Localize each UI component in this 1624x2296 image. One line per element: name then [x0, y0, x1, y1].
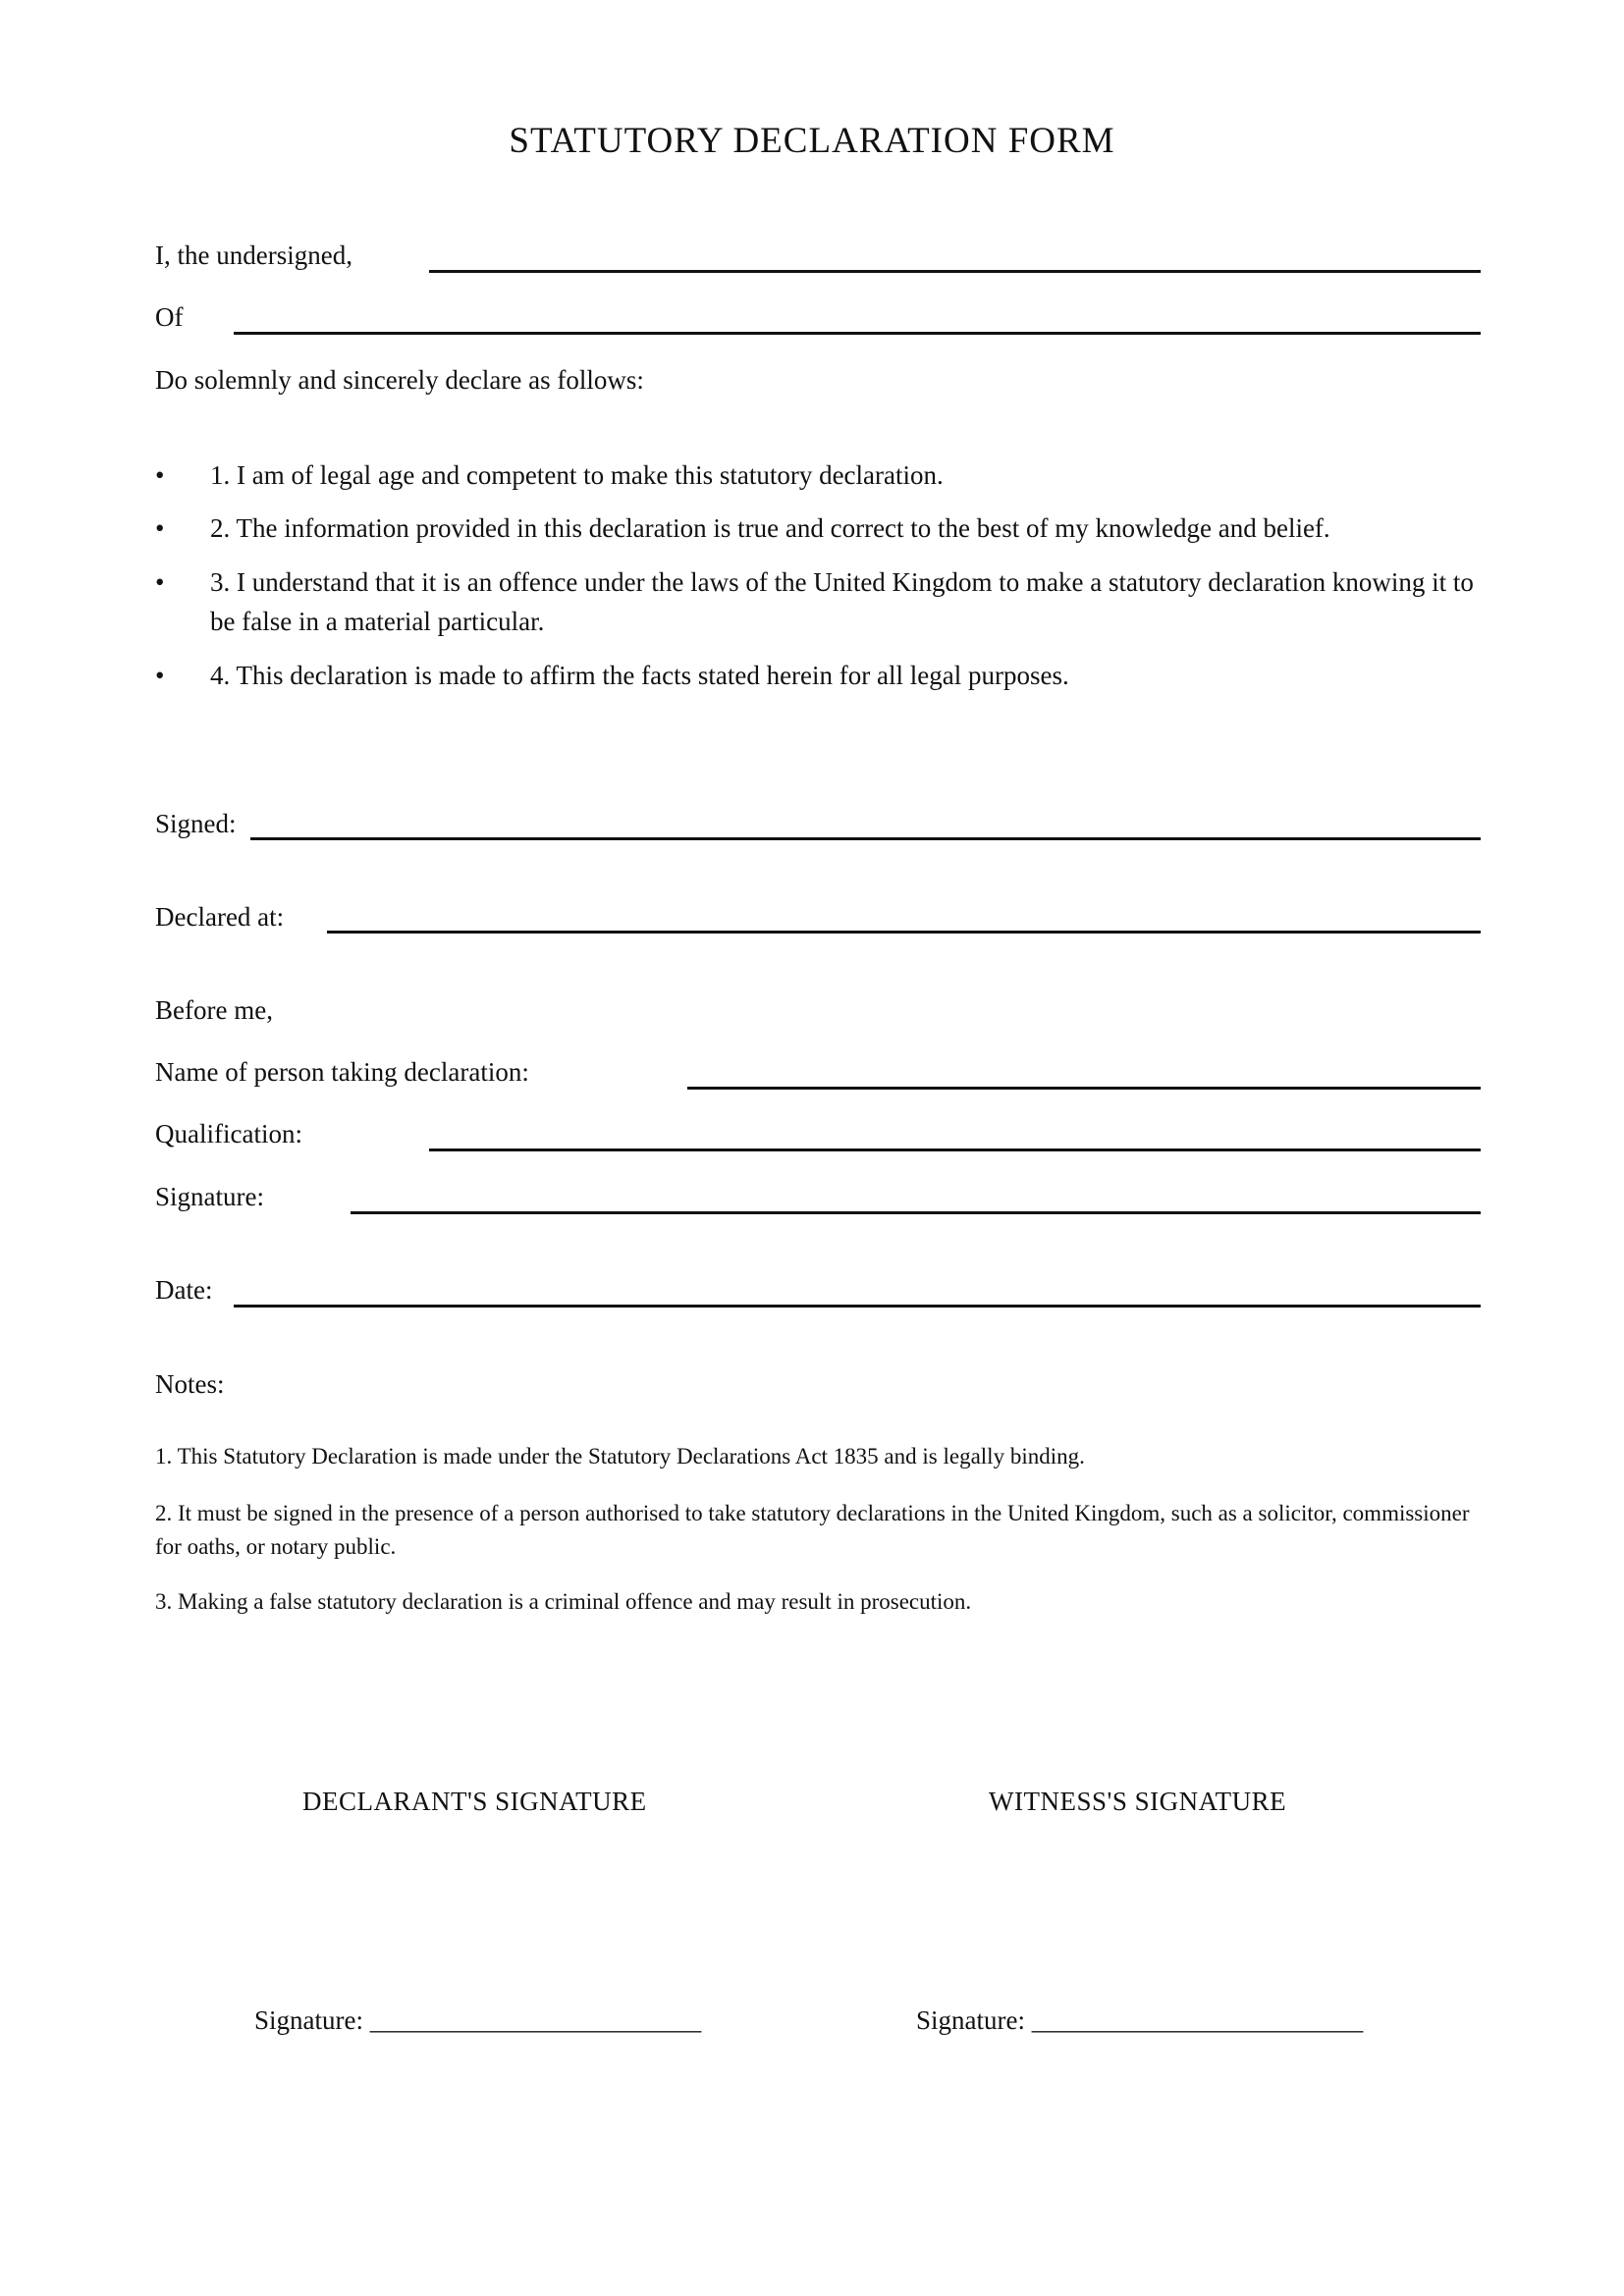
bullet-icon: •	[155, 460, 165, 490]
list-item	[155, 455, 1481, 495]
note-item: 3. Making a false statutory declaration is a criminal offence and may result in prosecution.	[155, 1589, 972, 1614]
signature-label: Signature:	[155, 1182, 264, 1211]
note-item: 2. It must be signed in the presence of a person authorised to take statutory declarations in the United Kingdom, such as a solicitor, commissioner for oaths, or notary public.	[155, 1501, 1470, 1559]
declaration-text: 4. This declaration is made to affirm the facts stated herein for all legal purposes.	[210, 661, 1069, 690]
undersigned-label: I, the undersigned,	[155, 240, 352, 270]
declared-at-field[interactable]	[327, 931, 1481, 934]
name-taker-label: Name of person taking declaration:	[155, 1057, 529, 1087]
bullet-icon: •	[155, 661, 165, 690]
list-item	[155, 562, 1481, 641]
of-field[interactable]	[234, 332, 1481, 335]
signed-label: Signed:	[155, 809, 237, 838]
before-me-text: Before me,	[155, 995, 273, 1025]
witness-signature-line[interactable]: Signature: _________________________	[916, 2005, 1364, 2035]
declaration-text: 1. I am of legal age and competent to make this statutory declaration.	[210, 460, 944, 490]
of-label: Of	[155, 302, 184, 332]
declaration-text: 3. I understand that it is an offence under the laws of the United Kingdom to make a statutory declaration knowing it to be false in a material particular.	[210, 567, 1474, 636]
list-item	[155, 508, 1481, 548]
witness-signature-heading: WITNESS'S SIGNATURE	[989, 1787, 1287, 1816]
signed-field[interactable]	[250, 837, 1481, 840]
notes-heading: Notes:	[155, 1369, 225, 1399]
declared-at-label: Declared at:	[155, 902, 285, 932]
date-label: Date:	[155, 1275, 213, 1305]
list-item	[155, 656, 1481, 695]
declarant-signature-line[interactable]: Signature: _________________________	[254, 2005, 702, 2035]
declarant-signature-heading: DECLARANT'S SIGNATURE	[302, 1787, 647, 1816]
date-field[interactable]	[234, 1305, 1481, 1308]
note-item: 1. This Statutory Declaration is made under the Statutory Declarations Act 1835 and is legally binding.	[155, 1444, 1085, 1468]
qualification-label: Qualification:	[155, 1119, 302, 1148]
undersigned-field[interactable]	[429, 270, 1481, 273]
qualification-field[interactable]	[429, 1148, 1481, 1151]
page-title: STATUTORY DECLARATION FORM	[509, 121, 1115, 161]
declaration-text: 2. The information provided in this declaration is true and correct to the best of my knowledge and belief.	[210, 513, 1330, 543]
name-taker-field[interactable]	[687, 1087, 1481, 1090]
intro-text: Do solemnly and sincerely declare as follows:	[155, 365, 644, 395]
bullet-icon: •	[155, 513, 165, 543]
signature-field[interactable]	[351, 1211, 1481, 1214]
bullet-icon: •	[155, 567, 165, 597]
